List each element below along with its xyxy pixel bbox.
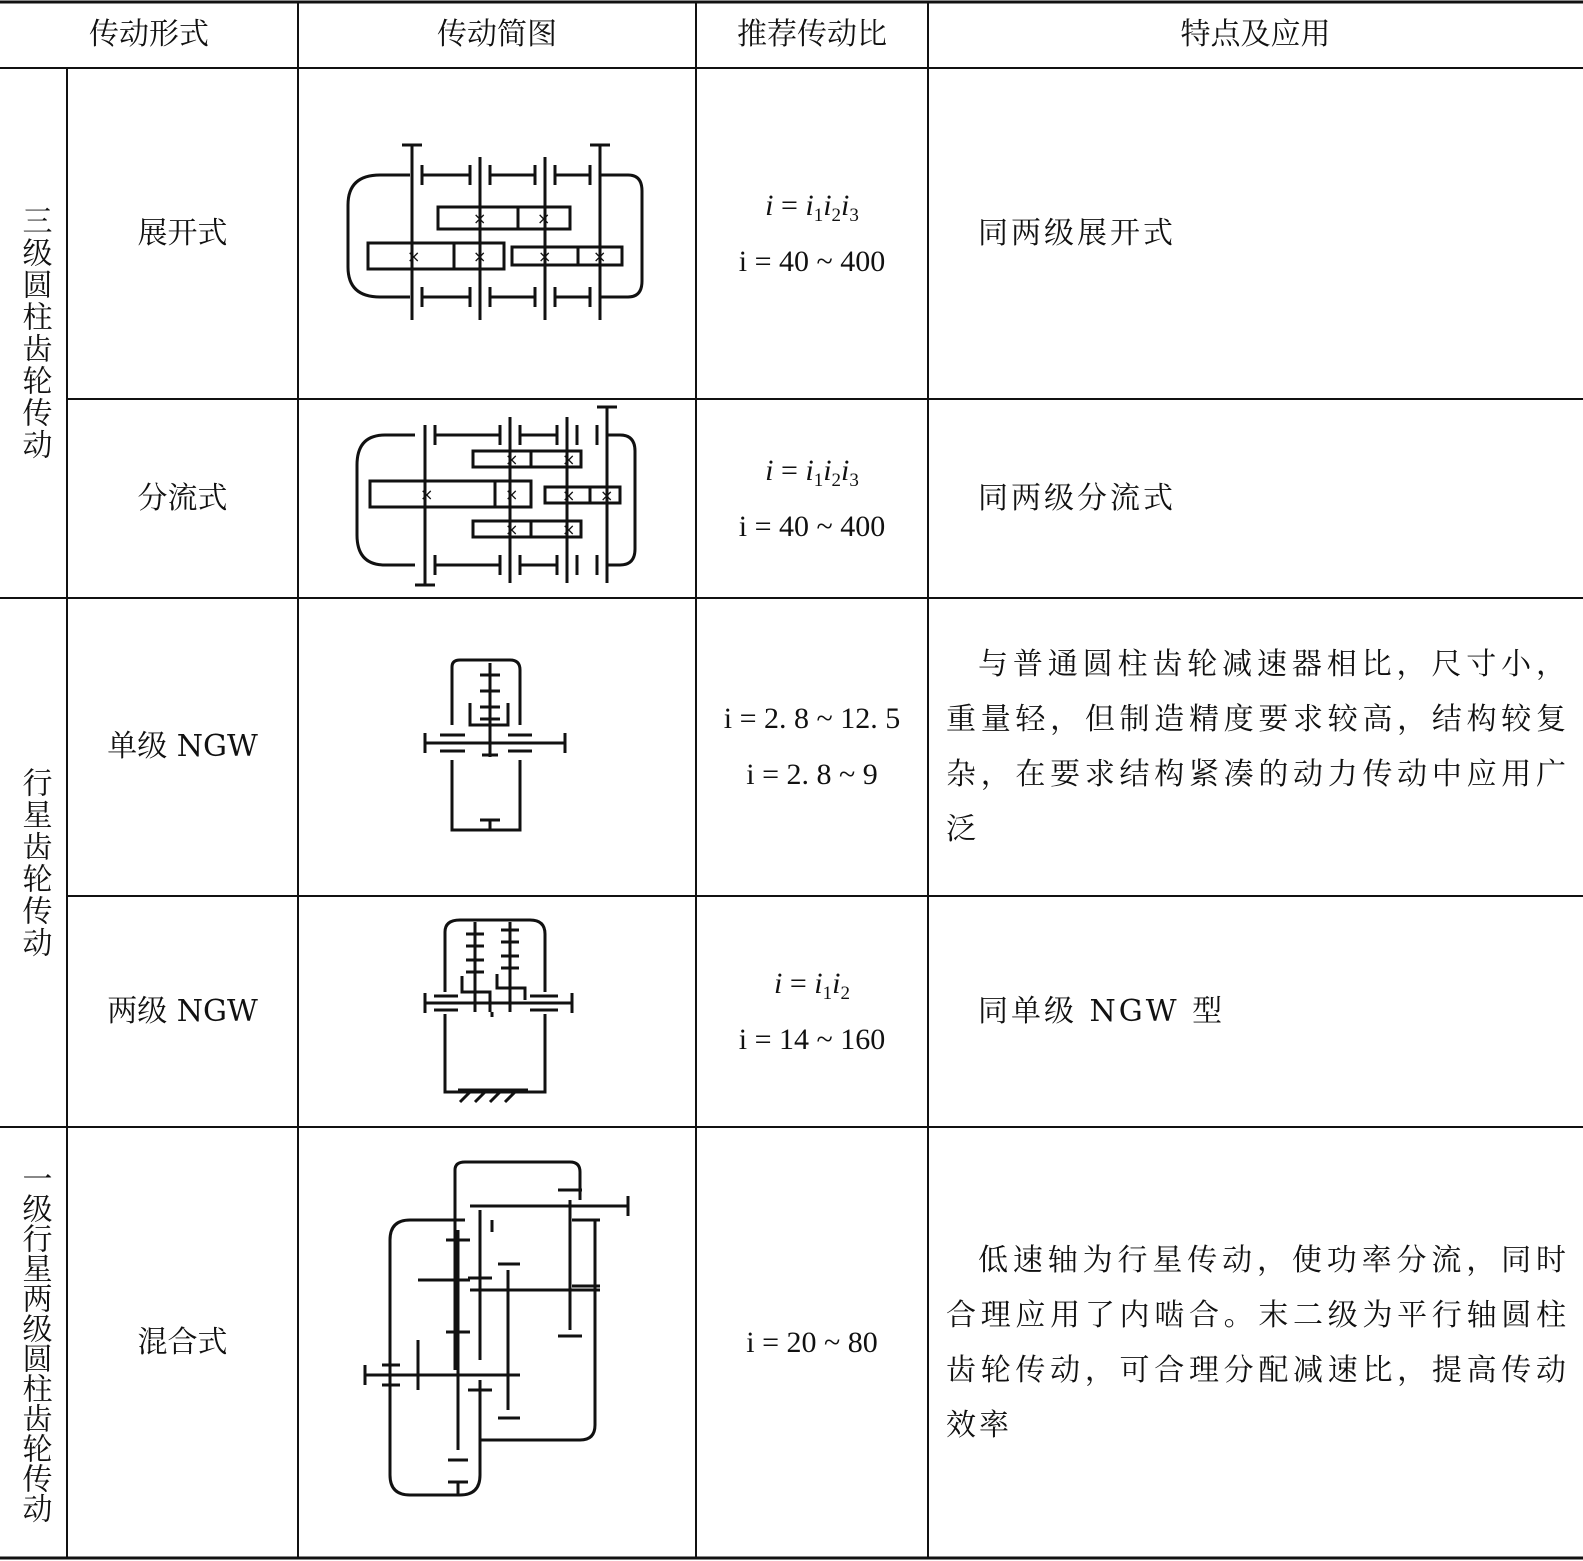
header-features: 特点及应用 [1180, 17, 1331, 52]
header-form: 传动形式 [89, 17, 209, 52]
svg-text:×: × [600, 486, 614, 505]
group-label-planetary: 行星齿轮传动 [16, 766, 52, 959]
svg-text:×: × [562, 486, 576, 505]
svg-text:×: × [537, 209, 551, 228]
three-stage-split-gearbox-diagram [345, 405, 645, 595]
ratio-range: i = 20 ~ 80 [746, 1325, 878, 1359]
group-label-three-stage: 三级圆柱齿轮传动 [16, 205, 52, 461]
svg-text:×: × [473, 209, 487, 228]
ratio-range: i = 40 ~ 400 [738, 509, 886, 543]
single-stage-ngw-planetary-diagram [420, 655, 570, 835]
row-name-two-ngw: 两级 NGW [107, 993, 258, 1029]
svg-text:×: × [473, 247, 487, 266]
ratio-range-2: i = 2. 8 ~ 9 [746, 758, 878, 791]
ratio-split [696, 399, 928, 598]
svg-text:×: × [538, 247, 552, 266]
three-stage-expanded-gearbox-diagram [340, 135, 660, 325]
ratio-hybrid [696, 1127, 928, 1558]
features-two-ngw: 同单级 NGW 型 [978, 994, 1226, 1029]
features-single-ngw: 与普通圆柱齿轮减速器相比，尺寸小，重量轻，但制造精度要求较高，结构较复杂，在要求结构紧凑的动力传动中应用广泛 [946, 647, 1569, 847]
row-name-expanded: 展开式 [137, 215, 228, 251]
row-name-single-ngw: 单级 NGW [107, 729, 258, 764]
svg-text:×: × [562, 450, 576, 469]
features-expanded: 同两级展开式 [978, 216, 1176, 251]
svg-text:×: × [407, 247, 421, 266]
ratio-range: i = 40 ~ 400 [738, 244, 886, 278]
ratio-range: i = 14 ~ 160 [738, 1022, 886, 1056]
two-stage-ngw-planetary-diagram [420, 912, 580, 1112]
ratio-single-ngw [696, 598, 928, 896]
ratio-two-ngw [696, 896, 928, 1127]
svg-text:×: × [593, 247, 607, 266]
svg-text:×: × [562, 520, 576, 539]
features-hybrid: 低速轴为行星传动，使功率分流，同时合理应用了内啮合。末二级为平行轴圆柱齿轮传动，可合理分配减速比，提高传动效率 [946, 1242, 1569, 1443]
features-split: 同两级分流式 [978, 481, 1176, 516]
row-name-hybrid: 混合式 [137, 1324, 228, 1360]
ratio-formula: $i = i_1i_2i_3$ [765, 188, 859, 226]
svg-text:×: × [505, 485, 519, 504]
hybrid-planetary-cylindrical-gearbox-diagram [360, 1160, 640, 1540]
row-name-split: 分流式 [137, 480, 228, 516]
header-diagram: 传动简图 [437, 17, 557, 52]
svg-text:×: × [505, 520, 519, 539]
ratio-range-1: i = 2. 8 ~ 12. 5 [723, 702, 901, 735]
ratio-expanded [696, 68, 928, 399]
svg-text:×: × [420, 485, 434, 504]
svg-text:×: × [505, 450, 519, 469]
ratio-formula: $i = i_1i_2i_3$ [765, 453, 859, 491]
header-ratio: 推荐传动比 [737, 17, 887, 52]
group-label-hybrid: 一级行星两级圆柱齿轮传动 [16, 1162, 52, 1523]
ratio-formula: $i = i_1i_2$ [774, 966, 850, 1004]
